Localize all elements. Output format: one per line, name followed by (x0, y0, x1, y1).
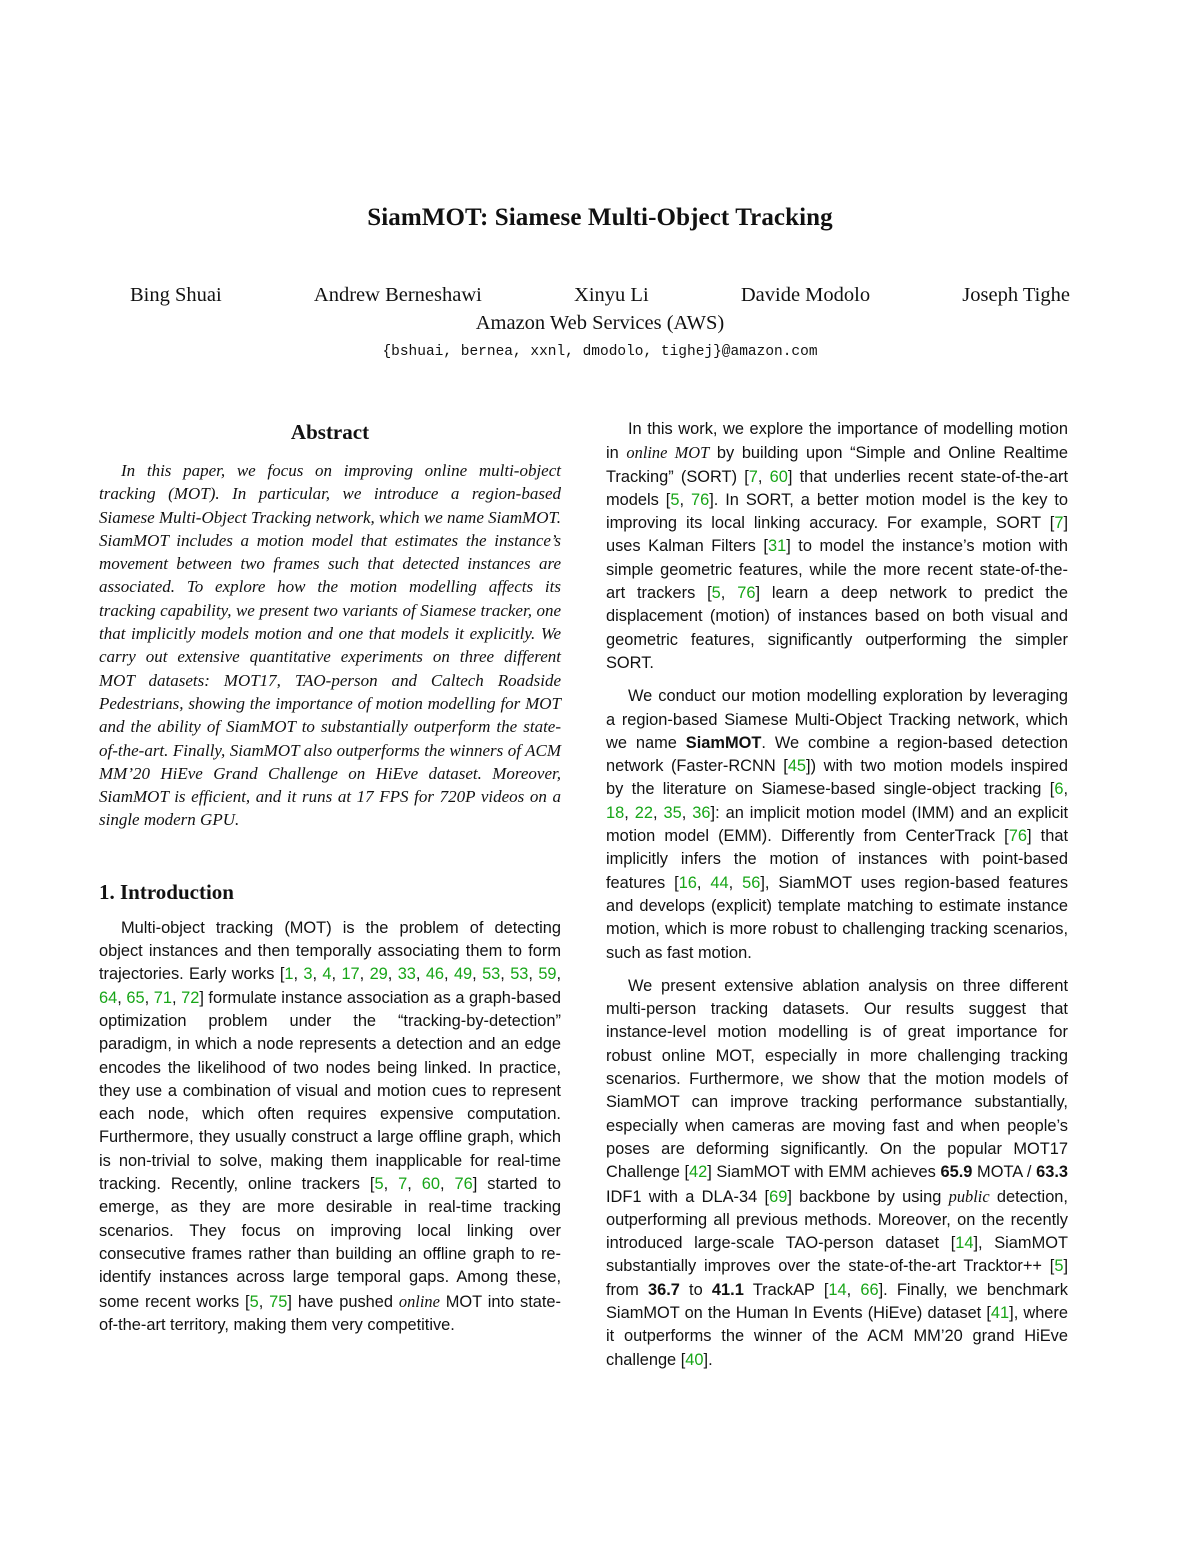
citation-link[interactable]: 5 (670, 490, 680, 509)
citation-link[interactable]: 41 (990, 1303, 1010, 1322)
citation-link[interactable]: 29 (369, 965, 388, 984)
citation-link[interactable]: 6 (1054, 780, 1064, 799)
citation-link[interactable]: 69 (769, 1187, 788, 1206)
citation-link[interactable]: 44 (710, 873, 729, 892)
citation-link[interactable]: 3 (303, 965, 313, 984)
citation-link[interactable]: 35 (663, 803, 682, 822)
citation-link[interactable]: 5 (249, 1292, 259, 1311)
citation-link[interactable]: 18 (606, 803, 625, 822)
citation-link[interactable]: 53 (510, 965, 529, 984)
citation-link[interactable]: 31 (767, 537, 787, 556)
author-name: Bing Shuai (130, 284, 222, 306)
citation-link[interactable]: 7 (1054, 514, 1064, 533)
citation-link[interactable]: 22 (634, 803, 653, 822)
bold-text: 63.3 (1036, 1163, 1068, 1182)
affiliation: Amazon Web Services (AWS) (475, 312, 725, 334)
bold-text: SiamMOT (685, 733, 762, 752)
author-name: Davide Modolo (740, 284, 871, 306)
citation-link[interactable]: 49 (453, 965, 473, 984)
abstract-body: In this paper, we focus on improving online multi-object tracking (MOT). In particular, we introduce a region-based Siamese Multi-Object Tracking network, which we name SiamMOT. SiamMOT includes a motion model that estimates the instance’s movement between two frames such that detected instances are associated. To explore how the motion modelling affects its tracking capability, we present two variants of Siamese tracker, one that implicitly models motion and one that models it explicitly. We carry out extensive quantitative experiments on three different MOT datasets: MOT17, TAO-person and Caltech Roadside Pedestrians, showing the importance of motion modelling for MOT and the ability of SiamMOT to substantially outperform the state-of-the-art. Finally, SiamMOT also outperforms the winners of ACM MM’20 HiEve Grand Challenge on HiEve dataset. Moreover, SiamMOT is efficient, and it runs at 17 FPS for 720P videos on a single modern GPU. (99, 461, 561, 830)
citation-link[interactable]: 65 (126, 988, 145, 1007)
citation-link[interactable]: 64 (99, 988, 118, 1007)
section-heading-introduction: 1. Introduction (99, 879, 234, 904)
bold-text: 41.1 (711, 1280, 744, 1299)
author-emails: {bshuai, bernea, xxnl, dmodolo, tighej}@amazon.com (382, 344, 818, 360)
left-column (99, 418, 561, 1337)
emphasis-text: online (398, 1291, 440, 1311)
citation-link[interactable]: 14 (828, 1280, 847, 1299)
author-name: Andrew Berneshawi (313, 284, 482, 306)
citation-link[interactable]: 71 (153, 988, 172, 1007)
citation-link[interactable]: 40 (685, 1350, 704, 1369)
citation-link[interactable]: 5 (374, 1175, 384, 1194)
intro-paragraph-4: We present extensive ablation analysis on three different multi-person tracking datasets. Our results suggest that instance-level motion modelling is of great importance for robust online MOT, especially in more challenging tracking scenarios. Furthermore, we show that the motion models of SiamMOT can improve tracking performance substantially, especially when cameras are moving fast and when people’s poses are deforming significantly. On the popular MOT17 Challenge [42] SiamMOT with EMM achieves 65.9 MOTA / 63.3 IDF1 with a DLA-34 [69] backbone by using public detection, outperforming all previous methods. Moreover, on the recently introduced large-scale TAO-person dataset [14], SiamMOT substantially improves over the state-of-the-art Tracktor++ [5] from 36.7 to 41.1 TrackAP [14, 66]. Finally, we benchmark SiamMOT on the Human In Events (HiEve) dataset [41], where it outperforms the winner of the ACM MM’20 grand HiEve challenge [40]. (606, 976, 1068, 1369)
citation-link[interactable]: 76 (454, 1175, 473, 1194)
citation-link[interactable]: 7 (398, 1175, 408, 1194)
right-column (606, 418, 1068, 1372)
citation-link[interactable]: 76 (690, 490, 710, 509)
citation-link[interactable]: 53 (482, 965, 501, 984)
citation-link[interactable]: 76 (1008, 827, 1027, 846)
citation-link[interactable]: 16 (678, 873, 697, 892)
citation-link[interactable]: 17 (341, 965, 360, 984)
citation-link[interactable]: 66 (860, 1280, 879, 1299)
intro-paragraph-1: Multi-object tracking (MOT) is the problem of detecting object instances and then temporally associating them to form trajectories. Early works [1, 3, 4, 17, 29, 33, 46, 49, 53, 53, 59, 64, 65, 71, 72] formulate instance association as a graph-based optimization problem under the “tracking-by-detection” paradigm, in which a node represents a detection and an edge encodes the likelihood of two nodes being linked. In practice, they use a combination of visual and motion cues to represent each node, which often requires expensive computation. Furthermore, they usually construct a large offline graph, which is non-trivial to solve, making them inapplicable for real-time tracking. Recently, online trackers [5, 7, 60, 76] started to emerge, as they are more desirable in real-time tracking scenarios. They focus on improving local linking over consecutive frames rather than building an offline graph to re-identify instances across large temporal gaps. Among these, some recent works [5, 75] have pushed online MOT into state-of-the-art territory, making them very competitive. (99, 918, 562, 1334)
citation-link[interactable]: 33 (397, 965, 416, 984)
intro-paragraph-2: In this work, we explore the importance of modelling motion in online MOT by building upon “Simple and Online Realtime Tracking” (SORT) [7, 60] that underlies recent state-of-the-art models [5, 76]. In SORT, a better motion model is the key to improving its local linking accuracy. For example, SORT [7] uses Kalman Filters [31] to model the instance’s motion with simple geometric features, while the more recent state-of-the-art trackers [5, 76] learn a deep network to predict the displacement (motion) of instances based on both visual and geometric features, significantly outperforming the simpler SORT. (606, 420, 1069, 672)
intro-paragraph-3: We conduct our motion modelling exploration by leveraging a region-based Siamese Multi-Object Tracking network, which we name SiamMOT. We combine a region-based detection network (Faster-RCNN [45]) with two motion models inspired by the literature on Siamese-based single-object tracking [6, 18, 22, 35, 36]: an implicit motion model (IMM) and an explicit motion model (EMM). Differently from CenterTrack [76] that implicitly infers the motion of instances with point-based features [16, 44, 56], SiamMOT uses region-based features and develops (explicit) template matching to estimate instance motion, which is more robust to challenging tracking scenarios, such as fast motion. (606, 687, 1069, 962)
citation-link[interactable]: 60 (769, 467, 788, 486)
emphasis-text: public (948, 1186, 990, 1206)
citation-link[interactable]: 4 (322, 965, 332, 984)
citation-link[interactable]: 14 (955, 1234, 974, 1253)
citation-link[interactable]: 46 (425, 965, 445, 984)
emphasis-text: online MOT (626, 443, 710, 463)
citation-link[interactable]: 42 (689, 1163, 708, 1182)
author-name: Joseph Tighe (962, 284, 1070, 306)
citation-link[interactable]: 1 (284, 965, 294, 984)
citation-link[interactable]: 5 (711, 584, 721, 603)
citation-link[interactable]: 75 (269, 1292, 288, 1311)
citation-link[interactable]: 56 (742, 873, 761, 892)
author-list (130, 284, 1070, 307)
citation-link[interactable]: 76 (737, 584, 756, 603)
citation-link[interactable]: 36 (692, 803, 711, 822)
author-name: Xinyu Li (574, 284, 649, 306)
citation-link[interactable]: 60 (421, 1175, 440, 1194)
bold-text: 36.7 (647, 1280, 680, 1299)
bold-text: 65.9 (940, 1163, 973, 1182)
citation-link[interactable]: 45 (787, 757, 807, 776)
citation-link[interactable]: 72 (181, 988, 200, 1007)
citation-link[interactable]: 7 (748, 467, 758, 486)
paper-title: SiamMOT: Siamese Multi-Object Tracking (367, 204, 833, 231)
citation-link[interactable]: 59 (538, 965, 557, 984)
abstract-heading: Abstract (290, 420, 370, 444)
citation-link[interactable]: 5 (1054, 1257, 1064, 1276)
